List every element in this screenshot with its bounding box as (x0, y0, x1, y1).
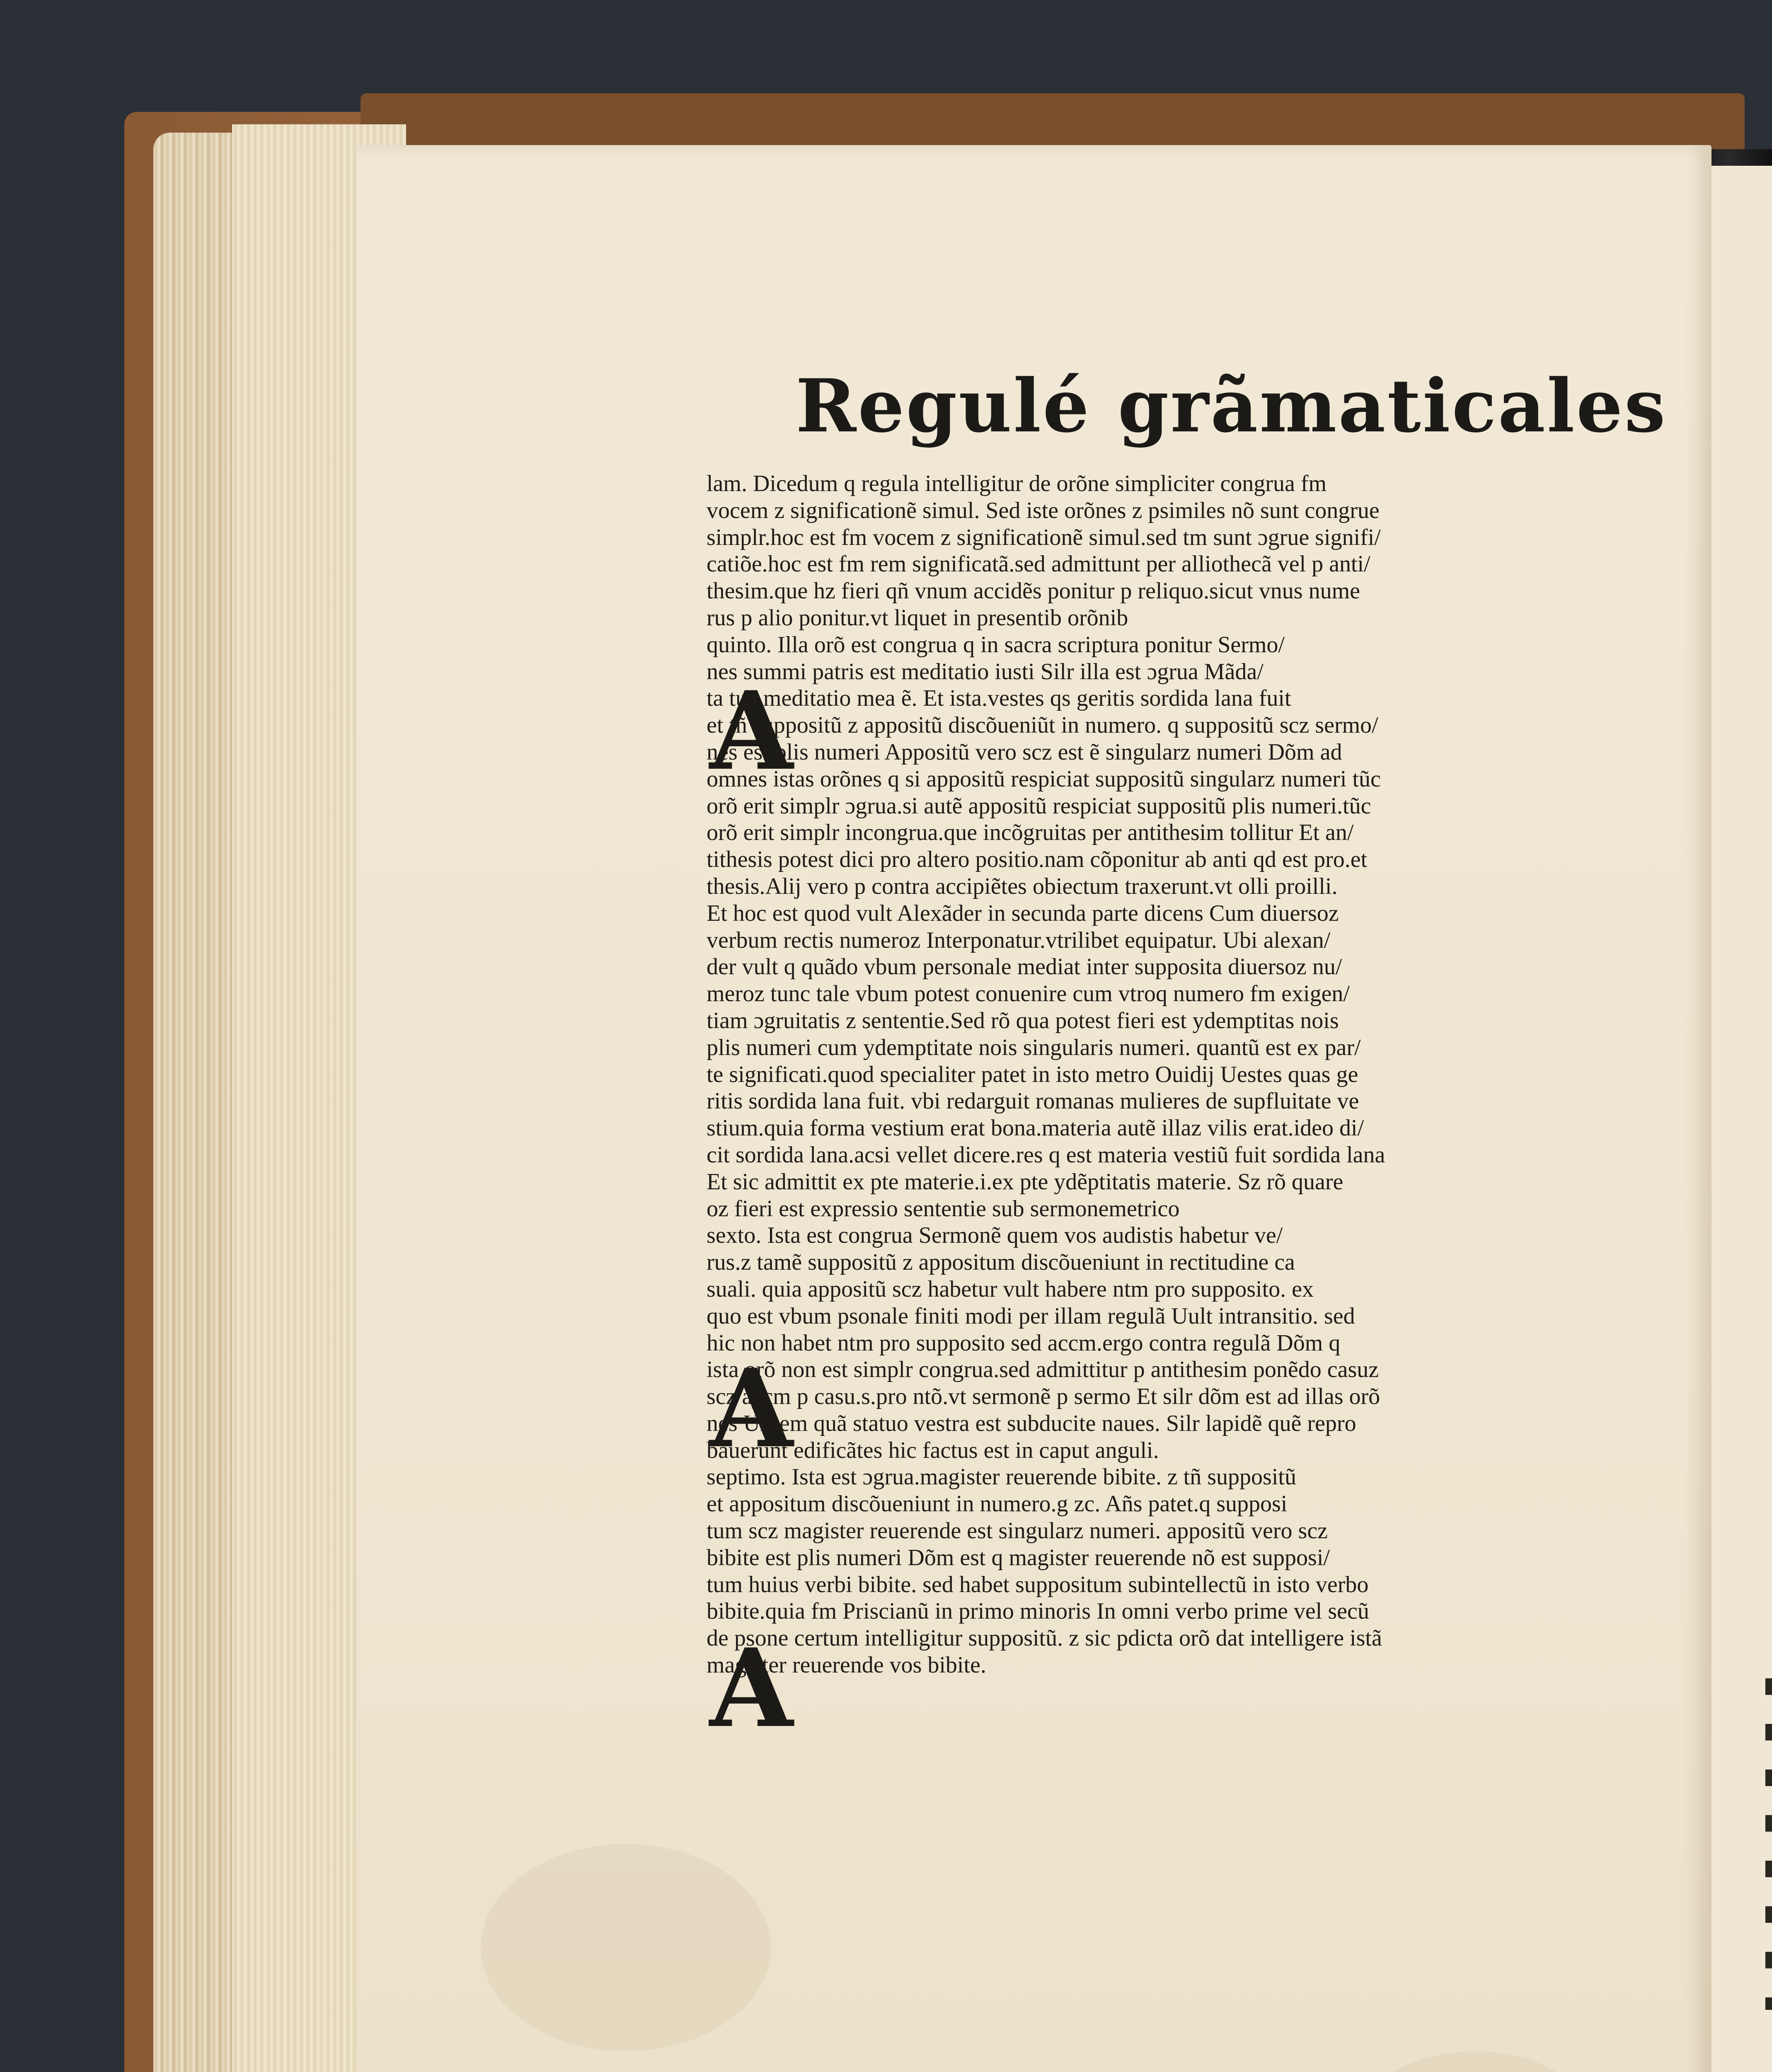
initial-letter: A (709, 1346, 793, 1472)
text-line: de psone certum intelligitur suppositũ. z sic pdicta orõ dat intelligere istã (707, 1625, 1382, 1651)
text-line: quinto. Illa orõ est congrua q in sacra scriptura ponitur Sermo/ (707, 632, 1285, 658)
text-line: thesis.Alij vero p contra accipiẽtes obiectum traxerunt.vt olli proilli. (707, 873, 1338, 899)
text-line: septimo. Ista est ɔgrua.magister reuerende bibite. z tñ suppositũ (707, 1464, 1296, 1490)
text-line: orõ erit simplr incongrua.que incõgruitas per antithesim tollitur Et an/ (707, 820, 1354, 846)
text-line: quo est vbum psonale finiti modi per illam regulã Uult intransitio. sed (707, 1303, 1355, 1329)
text-line: suali. quia appositũ scz habetur vult habere ntm pro supposito. ex (707, 1276, 1314, 1302)
initial-letter: A (709, 1625, 793, 1752)
text-line: meroz tunc tale vbum potest conuenire cum vtroq numero fm exigen/ (707, 981, 1350, 1007)
text-line: verbum rectis numeroz Interponatur.vtrilibet equipatur. Ubi alexan/ (707, 927, 1331, 953)
text-line: omnes istas orõnes q si appositũ respiciat suppositũ singularz numeri tũc (707, 766, 1381, 792)
text-line: stium.quia forma vestium erat bona.materia autẽ illaz vilis erat.ideo di/ (707, 1115, 1364, 1141)
text-line: tithesis potest dici pro altero positio.nam cõponitur ab anti qd est pro.et (707, 847, 1368, 873)
initial-letter: A (709, 668, 793, 794)
text-line: te significati.quod specialiter patet in isto metro Ouidij Uestes quas ge (707, 1061, 1358, 1087)
text-line: bauerunt edificãtes hic factus est in caput anguli. (707, 1437, 1159, 1463)
text-line: nes Urbem quã statuo vestra est subducite naues. Silr lapidẽ quẽ repro (707, 1410, 1356, 1436)
paper-stain (481, 1844, 771, 2051)
text-line: plis numeri cum ydemptitate nois singularis numeri. quantũ est ex par/ (707, 1034, 1361, 1060)
text-line: rus p alio ponitur.vt liquet in presentib orõnib (707, 605, 1128, 631)
text-line: oz fieri est expressio sententie sub sermonemetrico (707, 1196, 1180, 1222)
text-line: Et sic admittit ex pte materie.i.ex pte ydẽptitatis materie. Sz rõ quare (707, 1169, 1344, 1195)
text-line: rus.z tamẽ suppositũ z appositum discõueniunt in rectitudine ca (707, 1249, 1295, 1276)
text-line: scz accm p casu.s.pro ntõ.vt sermonẽ p sermo Et silr dõm est ad illas orõ (707, 1384, 1380, 1410)
text-line: et tñ suppositũ z appositũ discõueniũt in numero. q suppositũ scz sermo/ (707, 712, 1378, 738)
text-block (707, 470, 1598, 1679)
facing-page-text-edge (1765, 1678, 1772, 2010)
text-line: cit sordida lana.acsi vellet dicere.res q est materia vestiũ fuit sordida lana (707, 1142, 1385, 1168)
text-line: bibite.quia fm Priscianũ in primo minoris In omni verbo prime vel secũ (707, 1598, 1369, 1624)
text-line: sexto. Ista est congrua Sermonẽ quem vos audistis habetur ve/ (707, 1222, 1283, 1249)
text-line: der vult q quãdo vbum personale mediat inter supposita diuersoz nu/ (707, 954, 1342, 980)
text-line: tum huius verbi bibite. sed habet suppositum subintellectũ in isto verbo (707, 1571, 1369, 1598)
text-line: ista orõ non est simplr congrua.sed admittitur p antithesim ponẽdo casuz (707, 1357, 1379, 1383)
facing-page (1707, 166, 1772, 2072)
text-line: vocem z significationẽ simul. Sed iste orõnes z psimiles nõ sunt congrue (707, 497, 1380, 523)
text-line: lam. Dicedum q regula intelligitur de orõne simpliciter congrua fm (707, 471, 1327, 496)
page-title: Regulé grãmaticales (796, 363, 1667, 449)
text-line: orõ erit simplr ɔgrua.si autẽ appositũ respiciat suppositũ plis numeri.tũc (707, 793, 1371, 819)
text-line: nes summi patris est meditatio iusti Silr illa est ɔgrua Mãda/ (707, 658, 1264, 685)
paper-stain (1351, 2051, 1600, 2072)
text-line: ta tua meditatio mea ẽ. Et ista.vestes qs geritis sordida lana fuit (707, 685, 1291, 712)
text-line: tiam ɔgruitatis z sententie.Sed rõ qua potest fieri est ydemptitas nois (707, 1007, 1339, 1034)
text-line: Et hoc est quod vult Alexãder in secunda parte dicens Cum diuersoz (707, 900, 1339, 926)
text-line: ritis sordida lana fuit. vbi redarguit romanas mulieres de supfluitate ve (707, 1088, 1359, 1114)
text-line: bibite est plis numeri Dõm est q magister reuerende nõ est supposi/ (707, 1544, 1330, 1571)
text-line: et appositum discõueniunt in numero.g zc. Añs patet.q supposi (707, 1491, 1288, 1517)
text-line: tum scz magister reuerende est singularz numeri. appositũ vero scz (707, 1518, 1328, 1544)
text-line: nes est plis numeri Appositũ vero scz est ẽ singularz numeri Dõm ad (707, 739, 1342, 765)
text-line: magister reuerende vos bibite. (707, 1652, 986, 1678)
text-line: hic non habet ntm pro supposito sed accm.ergo contra regulã Dõm q (707, 1330, 1341, 1356)
text-line: simplr.hoc est fm vocem z significationẽ simul.sed tm sunt ɔgrue signifi/ (707, 524, 1381, 550)
text-line: thesim.que hz fieri qñ vnum accidẽs ponitur p reliquo.sicut vnus nume (707, 578, 1360, 604)
text-line: catiõe.hoc est fm rem significatã.sed admittunt per alliothecã vel p anti/ (707, 551, 1370, 577)
